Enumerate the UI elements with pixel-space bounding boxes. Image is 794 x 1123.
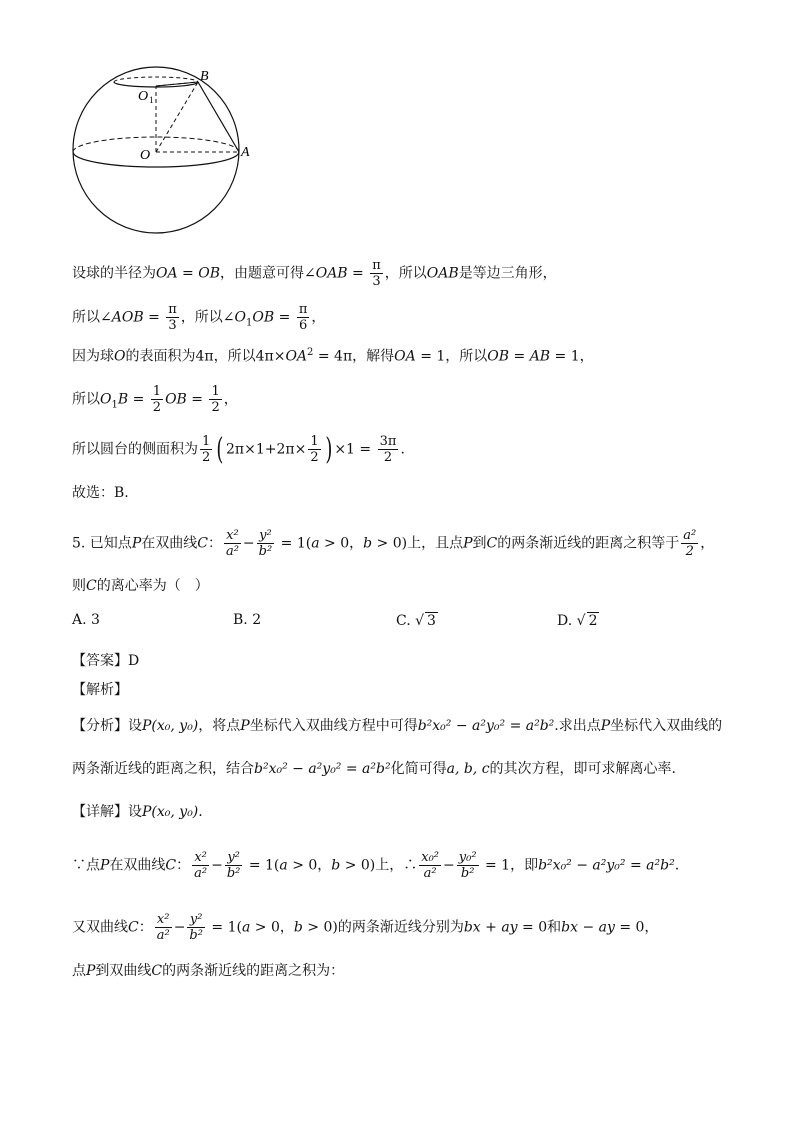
fraction: $\frac{1}{2}$ — [202, 434, 211, 465]
text: 化简可得 — [390, 761, 447, 777]
text: > 0)的两条渐近线分别为 — [302, 919, 464, 936]
subscript: 1 — [111, 399, 118, 411]
text: = 1，所以 — [415, 348, 488, 365]
solution-line-5 — [72, 431, 405, 467]
right-paren: ) — [324, 431, 332, 467]
text: 【详解】设 — [72, 804, 142, 820]
text: = — [143, 309, 165, 326]
text: 所以∠ — [72, 309, 112, 326]
text: 【分析】设 — [72, 718, 142, 734]
text: 的两条渐近线的距离之积为： — [162, 963, 345, 979]
text: − — [211, 857, 223, 874]
math: B — [117, 391, 129, 408]
math: OA = OB — [156, 265, 220, 282]
fraction: $\frac{1}{2}$ — [310, 434, 319, 465]
math: OA — [394, 348, 416, 365]
text: 2π×1+2π× — [226, 441, 307, 458]
math: O — [114, 348, 126, 365]
subscript: 1 — [246, 317, 253, 329]
text: ×1 = — [334, 441, 376, 458]
text: 的离心率为（ ） — [96, 578, 209, 594]
math: P(x₀, y₀) — [142, 718, 199, 734]
detail-line-2 — [72, 912, 658, 943]
detail-line-1 — [72, 850, 679, 881]
fraction: $\frac{\pi}{6}$ — [298, 302, 308, 333]
math: C — [128, 919, 139, 936]
question-5-line-2 — [72, 576, 209, 596]
text: > 0， — [319, 535, 364, 552]
text: ： — [176, 857, 191, 874]
text: ，将点 — [198, 718, 241, 734]
math: P — [100, 857, 110, 874]
label-o: O — [140, 148, 151, 163]
text: 坐标代入双曲线方程中可得 — [249, 718, 418, 734]
detail-heading — [72, 802, 203, 822]
label-o1: O — [138, 89, 149, 104]
answer-line — [72, 651, 139, 671]
math: OB — [252, 309, 275, 326]
sphere-figure — [60, 60, 260, 240]
math: a — [279, 857, 288, 874]
text: . — [198, 804, 203, 820]
left-paren: ( — [216, 431, 224, 467]
math: AOB — [111, 309, 144, 326]
text: = 1( — [206, 919, 242, 936]
math: C — [165, 857, 177, 874]
text: 在双曲线 — [141, 535, 198, 552]
fraction: $\frac{\text{x₀²}}{\text{a²}}$ — [421, 850, 440, 881]
fraction: $\frac{\text{y²}}{\text{b²}}$ — [226, 850, 241, 881]
solution-line-4 — [72, 384, 238, 415]
fraction: $\frac{\text{y²}}{\text{b²}}$ — [258, 528, 273, 559]
text: = 1，即 — [480, 857, 539, 874]
math: OB = AB — [487, 348, 551, 365]
option-c: C. √ 3 — [396, 613, 436, 629]
fraction: $\frac{\pi}{3}$ — [168, 302, 177, 333]
text: ， — [223, 391, 238, 408]
solution-line-3 — [72, 343, 594, 367]
text: 5. 已知点 — [72, 535, 132, 552]
math: b — [293, 919, 303, 936]
text: = 1( — [276, 535, 312, 552]
math: P — [86, 963, 96, 979]
text: = 1( — [244, 857, 280, 874]
text: ： — [138, 919, 153, 936]
solution-line-1 — [72, 258, 557, 289]
text: = — [274, 309, 295, 326]
math: OAB — [426, 265, 459, 282]
text: ： — [207, 535, 222, 552]
superscript: 2 — [307, 347, 314, 358]
math: C — [486, 535, 498, 552]
option-d: D. √ 2 — [557, 613, 598, 629]
text: > 0)上，∴ — [340, 857, 418, 874]
fraction: $\frac{\text{x²}}{\text{a²}}$ — [156, 912, 170, 943]
text: . — [400, 441, 405, 458]
math: C — [86, 578, 97, 594]
text: ， — [311, 309, 326, 326]
math: bx + ay — [463, 919, 518, 936]
math: P — [463, 535, 473, 552]
text: 因为球 — [72, 348, 114, 365]
math: a, b, c — [446, 761, 490, 777]
text: 两条渐近线的距离之积，结合 — [72, 761, 254, 777]
text: − — [242, 535, 255, 552]
text: 到 — [472, 535, 487, 552]
text: 所以圆台的侧面积为 — [72, 441, 198, 458]
option-a: A. 3 — [72, 612, 100, 628]
math: OA — [285, 348, 308, 365]
text: ， — [700, 535, 715, 552]
top-radius — [156, 82, 198, 86]
text: 的两条渐近线的距离之积等于 — [497, 535, 680, 552]
solution-line-2 — [72, 302, 325, 333]
text: > 0， — [287, 857, 332, 874]
math: b²x₀² − a²y₀² = a²b² — [538, 857, 675, 874]
ob-line — [156, 82, 198, 152]
solution-line-6 — [72, 483, 129, 503]
fraction: $\frac{\text{y₀²}}{\text{b²}}$ — [458, 850, 477, 881]
text: 则 — [72, 578, 86, 594]
text: 所以 — [72, 391, 100, 408]
text: ∵点 — [72, 857, 100, 874]
text: − — [443, 857, 455, 874]
fraction: $\frac{3\pi}{2}$ — [379, 434, 397, 465]
label-b: B — [200, 69, 209, 84]
analysis-heading — [72, 680, 128, 700]
math: C — [197, 535, 208, 552]
text: ，所以 — [384, 265, 427, 282]
text: = — [347, 265, 369, 282]
top-circle-back — [114, 77, 198, 82]
math: P(x₀, y₀) — [142, 804, 199, 820]
text: − — [173, 919, 186, 936]
fraction: $\frac{\text{x²}}{\text{a²}}$ — [194, 850, 208, 881]
math: P — [600, 718, 611, 734]
text: 点 — [72, 963, 86, 979]
text: 是等边三角形， — [458, 265, 557, 282]
analysis-line-2 — [72, 759, 676, 779]
text: 设球的半径为 — [72, 265, 156, 282]
text: = 1， — [550, 348, 594, 365]
text: 故选：B. — [72, 485, 129, 501]
text: 【解析】 — [72, 682, 128, 698]
fraction: $\frac{1}{2}$ — [211, 384, 220, 415]
ab-line — [198, 82, 239, 152]
analysis-line-1 — [72, 716, 722, 736]
text: = 4π，解得 — [313, 348, 395, 365]
text: . — [674, 857, 680, 874]
fraction: $\frac{\text{y²}}{\text{b²}}$ — [189, 912, 203, 943]
sphere-diagram — [60, 60, 260, 240]
math: P — [240, 718, 250, 734]
equator-front — [73, 152, 239, 167]
text: 的其次方程，即可求解离心率. — [489, 761, 676, 777]
text: 的表面积为4π，所以4π× — [125, 348, 286, 365]
text: 又双曲线 — [72, 919, 128, 936]
math: OAB — [315, 265, 348, 282]
text: 到双曲线 — [95, 963, 152, 979]
math: OB — [165, 391, 187, 408]
text: = 0和 — [517, 919, 562, 936]
math: b²x₀² − a²y₀² = a²b² — [254, 761, 391, 777]
text: = 0， — [614, 919, 659, 936]
label-o1-sub: 1 — [149, 95, 154, 105]
fraction: $\frac{\text{x²}}{\text{a²}}$ — [225, 528, 239, 559]
math: b — [331, 857, 341, 874]
text: ，所以∠ — [180, 309, 235, 326]
fraction: $\frac{\text{a²}}{2}$ — [683, 528, 697, 559]
text: > 0， — [250, 919, 294, 936]
math: a — [241, 919, 251, 936]
label-a: A — [241, 145, 250, 160]
text: .求出点 — [554, 718, 601, 734]
math: b²x₀² − a²y₀² = a²b² — [417, 718, 555, 734]
text: 坐标代入双曲线的 — [610, 718, 723, 734]
math: P — [131, 535, 142, 552]
math: b — [363, 535, 373, 552]
math: O — [234, 309, 247, 326]
text: 在双曲线 — [109, 857, 166, 874]
math: a — [311, 535, 320, 552]
option-b: B. 2 — [233, 612, 262, 628]
fraction: $\frac{\pi}{3}$ — [372, 258, 381, 289]
fraction: $\frac{1}{2}$ — [152, 384, 162, 415]
text: > 0)上，且点 — [372, 535, 464, 552]
question-5-line-1 — [72, 528, 714, 559]
math: O — [100, 391, 112, 408]
math: bx − ay — [561, 919, 615, 936]
text: ，由题意可得∠ — [219, 265, 316, 282]
text: 【答案】D — [72, 653, 140, 669]
text: = — [128, 391, 149, 408]
text: = — [186, 391, 208, 408]
detail-line-3 — [72, 961, 344, 981]
math: C — [151, 963, 163, 979]
